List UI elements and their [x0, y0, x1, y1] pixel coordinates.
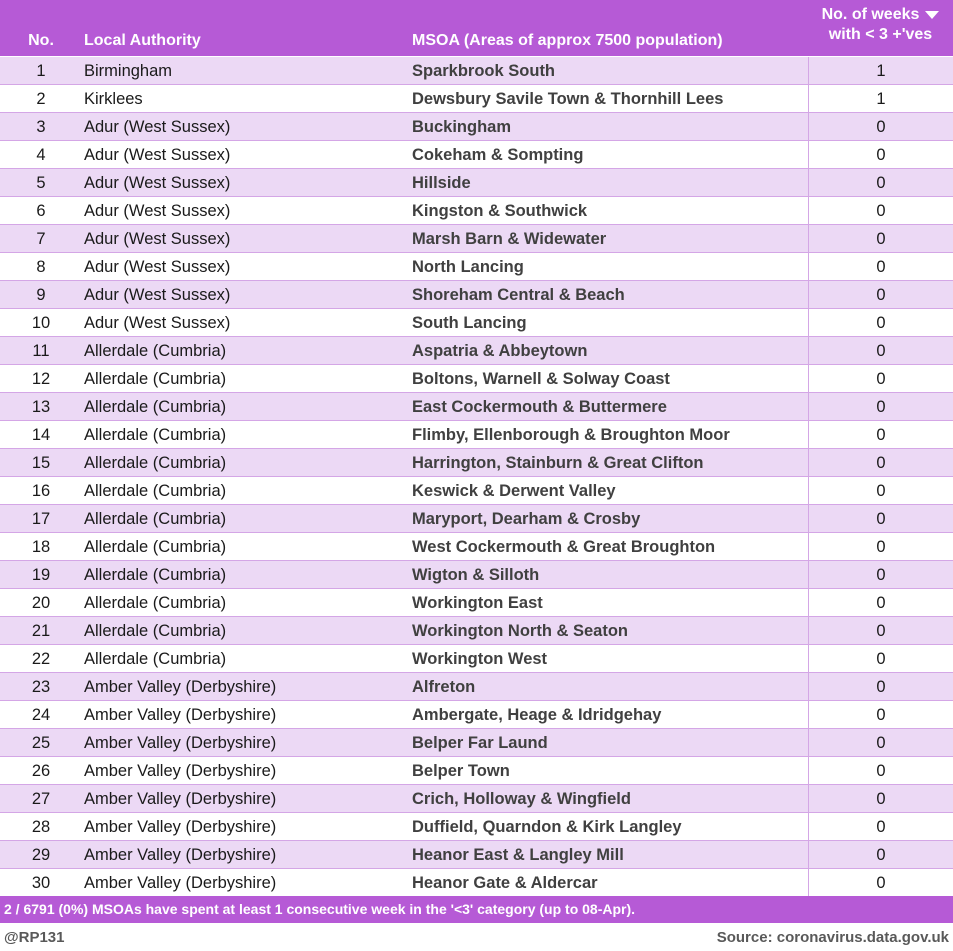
- table-body: [0, 57, 953, 897]
- cell-no: 24: [31, 706, 51, 724]
- cell-no: 14: [31, 426, 51, 444]
- cell-no: 20: [31, 594, 51, 612]
- summary-note-text: 2 / 6791 (0%) MSOAs have spent at least 1 consecutive week in the '<3' category (up to 08-Apr).: [4, 901, 636, 917]
- table-row: [0, 253, 953, 281]
- cell-weeks: 0: [808, 393, 953, 421]
- cell-no: 27: [31, 790, 51, 808]
- sort-descending-icon[interactable]: [925, 11, 939, 19]
- header-local-authority: Local Authority: [84, 32, 201, 49]
- table-row: [0, 617, 953, 645]
- cell-msoa: Workington East: [412, 594, 543, 612]
- table-row: [0, 869, 953, 897]
- cell-weeks: 0: [808, 869, 953, 897]
- cell-weeks: 0: [808, 729, 953, 757]
- table-row: [0, 421, 953, 449]
- cell-weeks: 0: [808, 141, 953, 169]
- cell-no: 2: [36, 90, 46, 108]
- cell-weeks: 0: [808, 113, 953, 141]
- table-row: [0, 729, 953, 757]
- table-row: [0, 85, 953, 113]
- cell-local-authority: Allerdale (Cumbria): [84, 622, 227, 640]
- cell-local-authority: Allerdale (Cumbria): [84, 650, 227, 668]
- table-row: [0, 477, 953, 505]
- cell-local-authority: Amber Valley (Derbyshire): [84, 762, 277, 780]
- cell-local-authority: Kirklees: [84, 90, 143, 108]
- cell-no: 6: [36, 202, 46, 220]
- cell-msoa: Belper Town: [412, 762, 510, 780]
- cell-local-authority: Adur (West Sussex): [84, 118, 231, 136]
- cell-no: 11: [32, 342, 50, 360]
- header-msoa: MSOA (Areas of approx 7500 population): [412, 32, 723, 49]
- cell-local-authority: Birmingham: [84, 62, 173, 80]
- cell-local-authority: Allerdale (Cumbria): [84, 342, 227, 360]
- cell-weeks: 1: [808, 57, 953, 85]
- cell-weeks: 0: [808, 197, 953, 225]
- table-row: [0, 365, 953, 393]
- header-weeks[interactable]: [808, 5, 953, 45]
- cell-msoa: Marsh Barn & Widewater: [412, 230, 607, 248]
- cell-no: 25: [31, 734, 51, 752]
- cell-weeks: 0: [808, 701, 953, 729]
- table-row: [0, 505, 953, 533]
- summary-note: [0, 896, 953, 923]
- table-row: [0, 141, 953, 169]
- cell-weeks: 0: [808, 785, 953, 813]
- cell-msoa: Alfreton: [412, 678, 476, 696]
- cell-msoa: Crich, Holloway & Wingfield: [412, 790, 631, 808]
- table-header: [0, 0, 953, 56]
- cell-no: 4: [36, 146, 46, 164]
- cell-weeks: 0: [808, 757, 953, 785]
- cell-no: 23: [31, 678, 51, 696]
- cell-local-authority: Allerdale (Cumbria): [84, 482, 227, 500]
- table-row: [0, 309, 953, 337]
- cell-msoa: Ambergate, Heage & Idridgehay: [412, 706, 662, 724]
- cell-weeks: 0: [808, 365, 953, 393]
- cell-weeks: 0: [808, 533, 953, 561]
- cell-local-authority: Adur (West Sussex): [84, 146, 231, 164]
- cell-msoa: Shoreham Central & Beach: [412, 286, 625, 304]
- cell-weeks: 0: [808, 841, 953, 869]
- source-credit: Source: coronavirus.data.gov.uk: [716, 929, 949, 946]
- table-row: [0, 533, 953, 561]
- cell-weeks: 1: [808, 85, 953, 113]
- cell-msoa: Duffield, Quarndon & Kirk Langley: [412, 818, 682, 836]
- cell-msoa: Harrington, Stainburn & Great Clifton: [412, 454, 704, 472]
- header-no: No.: [28, 32, 54, 49]
- cell-msoa: South Lancing: [412, 314, 527, 332]
- cell-no: 18: [31, 538, 51, 556]
- cell-local-authority: Allerdale (Cumbria): [84, 566, 227, 584]
- table-row: [0, 393, 953, 421]
- cell-local-authority: Amber Valley (Derbyshire): [84, 874, 277, 892]
- cell-no: 7: [36, 230, 46, 248]
- cell-msoa: Heanor Gate & Aldercar: [412, 874, 598, 892]
- table-row: [0, 645, 953, 673]
- cell-weeks: 0: [808, 645, 953, 673]
- cell-no: 9: [36, 286, 46, 304]
- cell-no: 19: [31, 566, 51, 584]
- cell-msoa: Heanor East & Langley Mill: [412, 846, 624, 864]
- cell-msoa: Boltons, Warnell & Solway Coast: [412, 370, 670, 388]
- header-weeks-line2: with < 3 +'ves: [828, 26, 933, 43]
- cell-weeks: 0: [808, 281, 953, 309]
- cell-msoa: Sparkbrook South: [412, 62, 556, 80]
- cell-msoa: North Lancing: [412, 258, 524, 276]
- cell-local-authority: Adur (West Sussex): [84, 202, 231, 220]
- cell-local-authority: Amber Valley (Derbyshire): [84, 678, 277, 696]
- cell-local-authority: Adur (West Sussex): [84, 174, 231, 192]
- table-row: [0, 757, 953, 785]
- table-row: [0, 337, 953, 365]
- table-row: [0, 841, 953, 869]
- cell-msoa: Belper Far Laund: [412, 734, 548, 752]
- cell-weeks: 0: [808, 449, 953, 477]
- cell-no: 30: [31, 874, 51, 892]
- cell-msoa: East Cockermouth & Buttermere: [412, 398, 667, 416]
- cell-no: 13: [31, 398, 51, 416]
- cell-local-authority: Amber Valley (Derbyshire): [84, 818, 277, 836]
- author-credit: @RP131: [4, 929, 65, 946]
- cell-no: 21: [31, 622, 51, 640]
- cell-weeks: 0: [808, 421, 953, 449]
- cell-msoa: Keswick & Derwent Valley: [412, 482, 616, 500]
- table-row: [0, 673, 953, 701]
- cell-weeks: 0: [808, 617, 953, 645]
- cell-local-authority: Amber Valley (Derbyshire): [84, 846, 277, 864]
- cell-local-authority: Adur (West Sussex): [84, 258, 231, 276]
- table-row: [0, 561, 953, 589]
- cell-weeks: 0: [808, 673, 953, 701]
- cell-msoa: West Cockermouth & Great Broughton: [412, 538, 716, 556]
- cell-msoa: Wigton & Silloth: [412, 566, 540, 584]
- cell-weeks: 0: [808, 589, 953, 617]
- table-row: [0, 225, 953, 253]
- cell-local-authority: Allerdale (Cumbria): [84, 398, 227, 416]
- cell-no: 26: [31, 762, 51, 780]
- cell-local-authority: Adur (West Sussex): [84, 230, 231, 248]
- cell-no: 3: [36, 118, 46, 136]
- cell-weeks: 0: [808, 561, 953, 589]
- cell-msoa: Hillside: [412, 174, 471, 192]
- cell-local-authority: Allerdale (Cumbria): [84, 594, 227, 612]
- table-row: [0, 701, 953, 729]
- cell-weeks: 0: [808, 813, 953, 841]
- cell-weeks: 0: [808, 253, 953, 281]
- cell-no: 10: [31, 314, 51, 332]
- cell-weeks: 0: [808, 477, 953, 505]
- table-row: [0, 281, 953, 309]
- cell-local-authority: Allerdale (Cumbria): [84, 426, 227, 444]
- table-row: [0, 785, 953, 813]
- cell-local-authority: Allerdale (Cumbria): [84, 454, 227, 472]
- cell-msoa: Workington North & Seaton: [412, 622, 629, 640]
- cell-no: 17: [31, 510, 51, 528]
- table-row: [0, 113, 953, 141]
- cell-msoa: Cokeham & Sompting: [412, 146, 584, 164]
- cell-msoa: Dewsbury Savile Town & Thornhill Lees: [412, 90, 724, 108]
- cell-local-authority: Adur (West Sussex): [84, 314, 231, 332]
- cell-local-authority: Adur (West Sussex): [84, 286, 231, 304]
- cell-msoa: Flimby, Ellenborough & Broughton Moor: [412, 426, 730, 444]
- table-row: [0, 813, 953, 841]
- cell-msoa: Kingston & Southwick: [412, 202, 588, 220]
- cell-weeks: 0: [808, 309, 953, 337]
- cell-no: 5: [36, 174, 46, 192]
- table-row: [0, 169, 953, 197]
- cell-local-authority: Amber Valley (Derbyshire): [84, 734, 277, 752]
- cell-local-authority: Allerdale (Cumbria): [84, 538, 227, 556]
- cell-local-authority: Amber Valley (Derbyshire): [84, 790, 277, 808]
- cell-weeks: 0: [808, 169, 953, 197]
- cell-no: 12: [31, 370, 51, 388]
- cell-local-authority: Allerdale (Cumbria): [84, 370, 227, 388]
- table-row: [0, 197, 953, 225]
- table-row: [0, 589, 953, 617]
- cell-weeks: 0: [808, 505, 953, 533]
- cell-no: 22: [31, 650, 51, 668]
- cell-msoa: Maryport, Dearham & Crosby: [412, 510, 641, 528]
- header-weeks-line1: No. of weeks: [821, 6, 920, 23]
- cell-weeks: 0: [808, 225, 953, 253]
- cell-no: 1: [36, 62, 46, 80]
- cell-weeks: 0: [808, 337, 953, 365]
- cell-no: 28: [31, 818, 51, 836]
- cell-no: 15: [31, 454, 51, 472]
- cell-msoa: Buckingham: [412, 118, 512, 136]
- cell-no: 16: [31, 482, 51, 500]
- cell-no: 8: [36, 258, 46, 276]
- cell-msoa: Workington West: [412, 650, 548, 668]
- cell-local-authority: Amber Valley (Derbyshire): [84, 706, 277, 724]
- cell-local-authority: Allerdale (Cumbria): [84, 510, 227, 528]
- table-row: [0, 57, 953, 85]
- cell-msoa: Aspatria & Abbeytown: [412, 342, 588, 360]
- table-row: [0, 449, 953, 477]
- cell-no: 29: [31, 846, 51, 864]
